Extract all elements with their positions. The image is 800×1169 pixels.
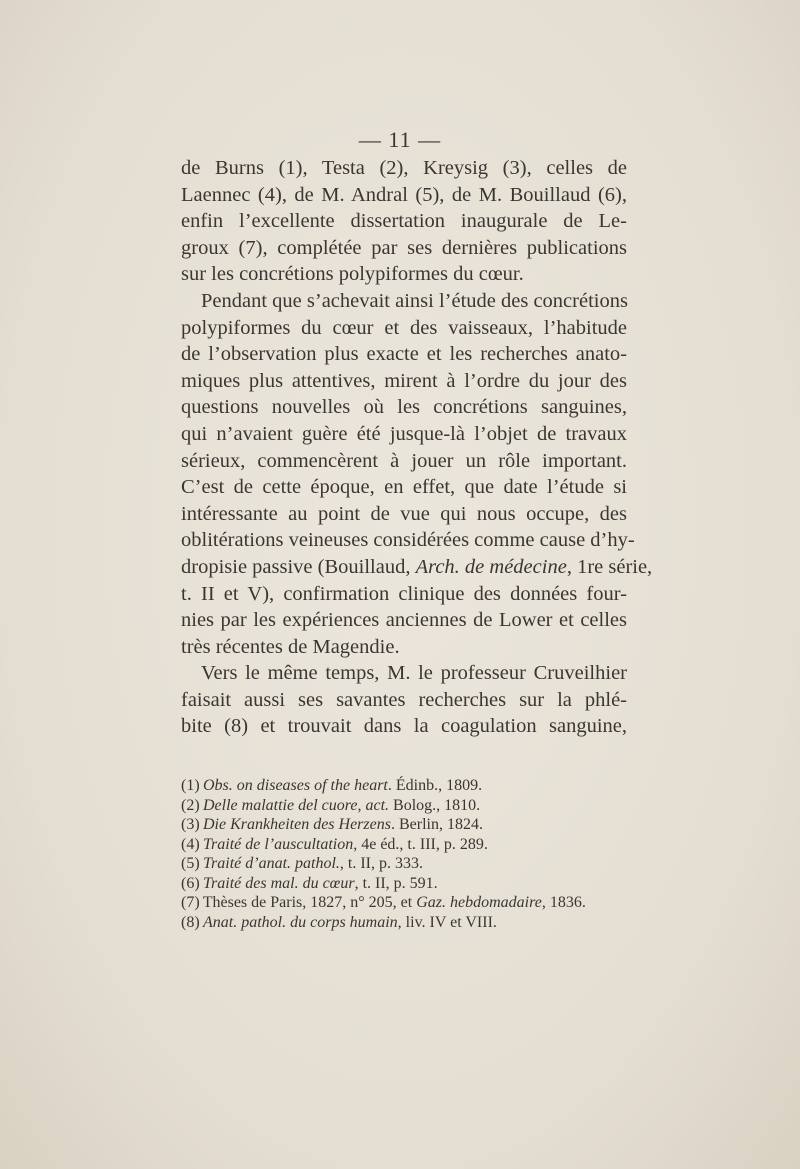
footnote-text: Gaz. hebdomadaire <box>416 894 542 911</box>
text-segment: , 1re série, <box>566 555 653 578</box>
footnote-number: (4) <box>181 835 200 853</box>
footnote-text: , t. II, p. 333. <box>339 855 424 872</box>
text-segment: C’est de cette époque, en effet, que date l’étude si <box>181 476 627 499</box>
text-line <box>181 288 627 315</box>
footnotes <box>181 776 627 932</box>
text-segment: sérieux, commencèrent à jouer un rôle important. <box>181 449 627 472</box>
footnote-text: , 1836. <box>541 894 586 911</box>
text-segment: oblitérations veineuses considérées comme cause d’hy- <box>181 529 635 552</box>
text-segment: t. II et V), confirmation clinique des données four- <box>181 582 627 605</box>
text-line <box>181 634 627 661</box>
footnote <box>181 835 627 855</box>
text-segment: faisait aussi ses savantes recherches sur la phlé- <box>181 688 627 711</box>
footnote-text: Die Krankheiten des Herzens <box>203 816 391 833</box>
footnote-text: Delle malattie del cuore, act. <box>203 796 390 814</box>
footnote <box>181 913 627 933</box>
text-line <box>181 235 627 262</box>
footnote-number: (1) <box>181 777 200 794</box>
footnote-text: Traité des mal. du cœur <box>203 874 355 892</box>
footnote-text: Bolog., 1810. <box>389 796 481 814</box>
text-line <box>181 155 627 182</box>
text-line <box>181 315 627 342</box>
text-line <box>181 421 627 448</box>
footnote-text: , liv. IV et VIII. <box>397 913 497 931</box>
footnote-text: Traité de l’auscultation <box>203 835 354 853</box>
text-line <box>181 182 627 209</box>
text-line <box>181 341 627 368</box>
footnote-number: (6) <box>181 874 200 892</box>
text-segment: miques plus attentives, mirent à l’ordre du jour des <box>181 369 627 392</box>
footnote-number: (5) <box>181 855 200 872</box>
text-segment: groux (7), complétée par ses dernières publications <box>181 236 627 259</box>
text-segment: polypiformes du cœur et des vaisseaux, l’habitude <box>181 316 627 339</box>
page-number: — 11 — <box>358 127 442 152</box>
footnote-number: (7) <box>181 894 200 911</box>
footnote-number: (2) <box>181 796 200 814</box>
text-line <box>181 660 627 687</box>
text-line <box>181 581 627 608</box>
text-segment: Vers le même temps, M. le professeur Cruveilhier <box>201 662 627 685</box>
body-text <box>181 155 653 740</box>
footnote <box>181 874 627 894</box>
text-line <box>181 368 627 395</box>
footnote <box>181 815 627 835</box>
footnote <box>181 893 627 913</box>
footnote-text: Obs. on diseases of the heart <box>203 777 388 794</box>
footnote-text: Traité d’anat. pathol. <box>203 855 340 872</box>
text-segment: intéressante au point de vue qui nous occupe, des <box>181 502 627 525</box>
footnote <box>181 854 627 874</box>
text-segment: très récentes de Magendie. <box>181 635 400 658</box>
text-line <box>181 261 627 288</box>
text-line <box>181 607 627 634</box>
text-segment: Pendant que s’achevait ainsi l’étude des concrétions <box>201 289 628 312</box>
footnote-text: , 4e éd., t. III, p. 289. <box>353 835 488 853</box>
footnote <box>181 796 627 816</box>
text-segment: sur les concrétions polypiformes du cœur. <box>181 263 524 286</box>
text-line <box>181 394 627 421</box>
text-segment: bite (8) et trouvait dans la coagulation sanguine, <box>181 715 627 738</box>
footnote-number: (3) <box>181 816 200 833</box>
footnote-text: Anat. pathol. du corps humain <box>203 913 398 931</box>
footnote-text: . Édinb., 1809. <box>387 777 483 794</box>
text-line <box>181 474 627 501</box>
text-segment: de l’observation plus exacte et les recherches anato- <box>181 343 627 366</box>
text-segment: dropisie passive (Bouillaud, <box>181 555 416 578</box>
text-line <box>181 208 627 235</box>
footnote <box>181 776 627 796</box>
text-segment: nies par les expériences anciennes de Lower et celles <box>181 609 627 632</box>
text-line <box>181 687 627 714</box>
text-segment: Laennec (4), de M. Andral (5), de M. Bouillaud (6), <box>181 183 627 206</box>
text-line <box>181 527 635 554</box>
text-segment: de Burns (1), Testa (2), Kreysig (3), celles de <box>181 157 627 179</box>
text-line <box>181 713 627 740</box>
footnote-text: Thèses de Paris, 1827, n° 205, et <box>202 894 417 911</box>
text-segment: questions nouvelles où les concrétions sanguines, <box>181 396 627 419</box>
footnote-number: (8) <box>181 913 200 931</box>
text-segment: qui n’avaient guère été jusque-là l’objet de travaux <box>181 422 627 445</box>
text-line <box>181 501 627 528</box>
text-line <box>181 448 627 475</box>
text-segment: Arch. de médecine <box>415 555 567 578</box>
footnote-text: , t. II, p. 591. <box>354 874 438 892</box>
text-segment: enfin l’excellente dissertation inaugurale de Le- <box>181 210 627 233</box>
footnote-text: . Berlin, 1824. <box>390 816 483 833</box>
text-line <box>181 554 653 581</box>
